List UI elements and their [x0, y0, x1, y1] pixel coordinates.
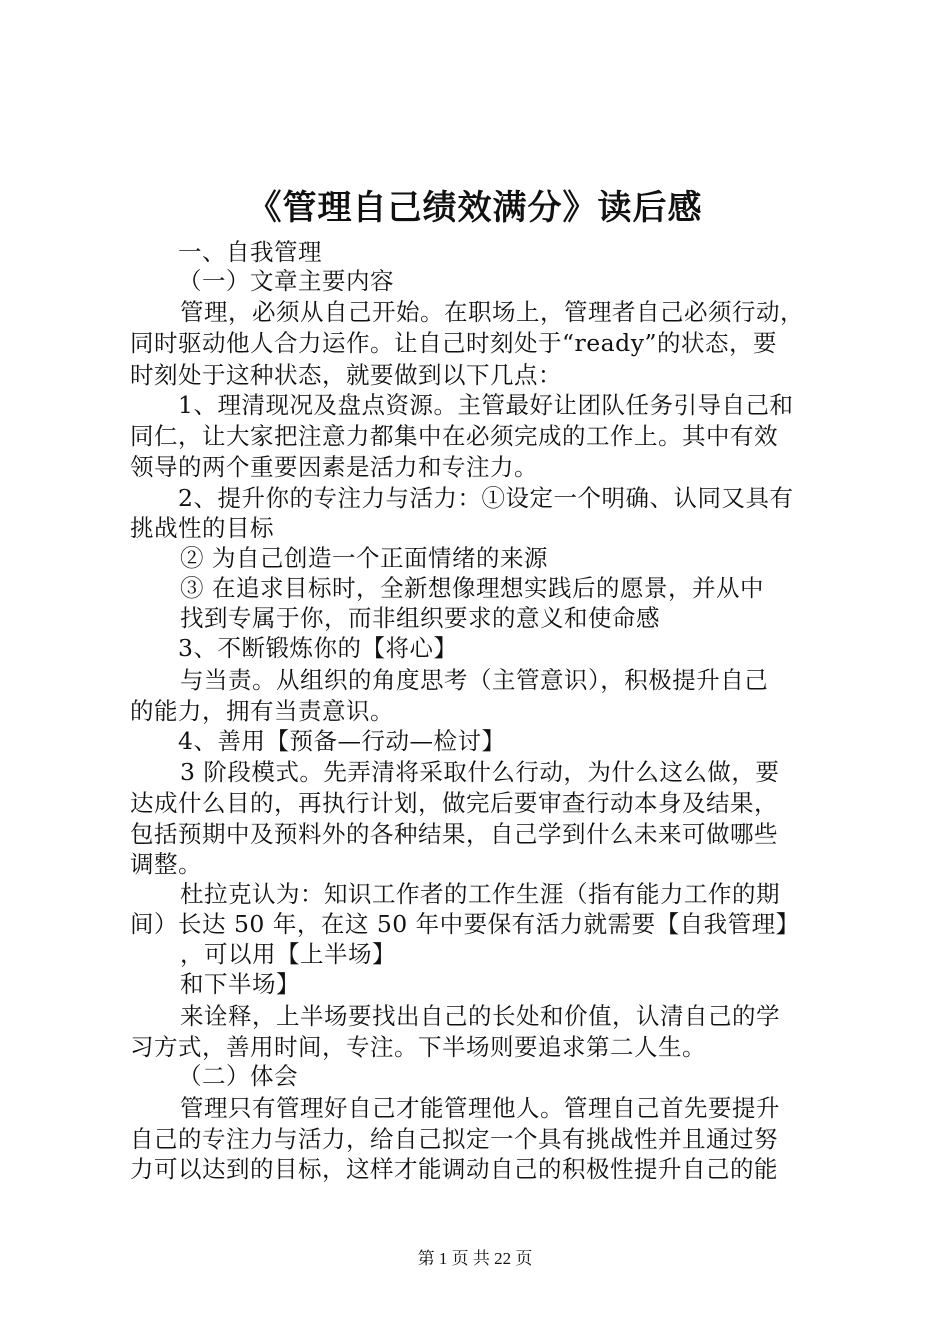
paragraph-line: 达成什么目的，再执行计划，做完后要审查行动本身及结果， — [130, 789, 778, 817]
paragraph-line: 2、提升你的专注力与活力：①设定一个明确、认同又具有 — [178, 484, 794, 512]
paragraph-line: 习方式，善用时间，专注。下半场则要追求第二人生。 — [130, 1033, 706, 1061]
paragraph-line: 4、善用【预备—行动—检讨】 — [178, 727, 506, 755]
paragraph-line: 挑战性的目标 — [130, 514, 274, 542]
paragraph-line: 领导的两个重要因素是活力和专注力。 — [130, 453, 538, 481]
paragraph-line: 管理，必须从自己开始。在职场上，管理者自己必须行动， — [180, 298, 804, 326]
paragraph-line: 3、不断锻炼你的【将心】 — [178, 634, 458, 662]
paragraph-line: 杜拉克认为：知识工作者的工作生涯（指有能力工作的期 — [180, 880, 780, 908]
paragraph-line: ② 为自己创造一个正面情绪的来源 — [180, 544, 548, 572]
paragraph-line: 找到专属于你，而非组织要求的意义和使命感 — [180, 604, 660, 632]
document-title: 《管理自己绩效满分》读后感 — [247, 188, 703, 228]
paragraph-line: 和下半场】 — [180, 970, 300, 998]
paragraph-line: 间）长达 50 年，在这 50 年中要保有活力就需要【自我管理】 — [130, 910, 800, 938]
paragraph-line: 与当责。从组织的角度思考（主管意识），积极提升自己 — [180, 666, 769, 694]
paragraph-line: 3 阶段模式。先弄清将采取什么行动，为什么这么做，要 — [180, 758, 780, 786]
paragraph-line: 包括预期中及预料外的各种结果，自己学到什么未来可做哪些 — [130, 820, 778, 848]
section-heading: 一、自我管理 — [178, 238, 322, 266]
subsection-heading: （一）文章主要内容 — [178, 267, 394, 295]
paragraph-line: 的能力，拥有当责意识。 — [130, 697, 394, 725]
page-footer: 第 1 页 共 22 页 — [417, 1249, 533, 1268]
paragraph-line: 来诠释，上半场要找出自己的长处和价值，认清自己的学 — [180, 1002, 780, 1030]
paragraph-line: 管理只有管理好自己才能管理他人。管理自己首先要提升 — [180, 1094, 780, 1122]
paragraph-line: 1、理清现况及盘点资源。主管最好让团队任务引导自己和 — [178, 391, 794, 419]
paragraph-line: 时刻处于这种状态，就要做到以下几点： — [130, 361, 562, 389]
paragraph-line: 同时驱动他人合力运作。让自己时刻处于“ready”的状态，要 — [130, 329, 777, 357]
paragraph-line: 同仁，让大家把注意力都集中在必须完成的工作上。其中有效 — [130, 422, 778, 450]
paragraph-line: 力可以达到的目标，这样才能调动自己的积极性提升自己的能 — [130, 1155, 778, 1183]
subsection-heading: （二）体会 — [178, 1062, 298, 1090]
paragraph-line: 自己的专注力与活力，给自己拟定一个具有挑战性并且通过努 — [130, 1125, 778, 1153]
paragraph-line: 调整。 — [130, 850, 202, 878]
paragraph-line: ，可以用【上半场】 — [180, 940, 396, 968]
paragraph-line: ③ 在追求目标时，全新想像理想实践后的愿景，并从中 — [180, 574, 764, 602]
